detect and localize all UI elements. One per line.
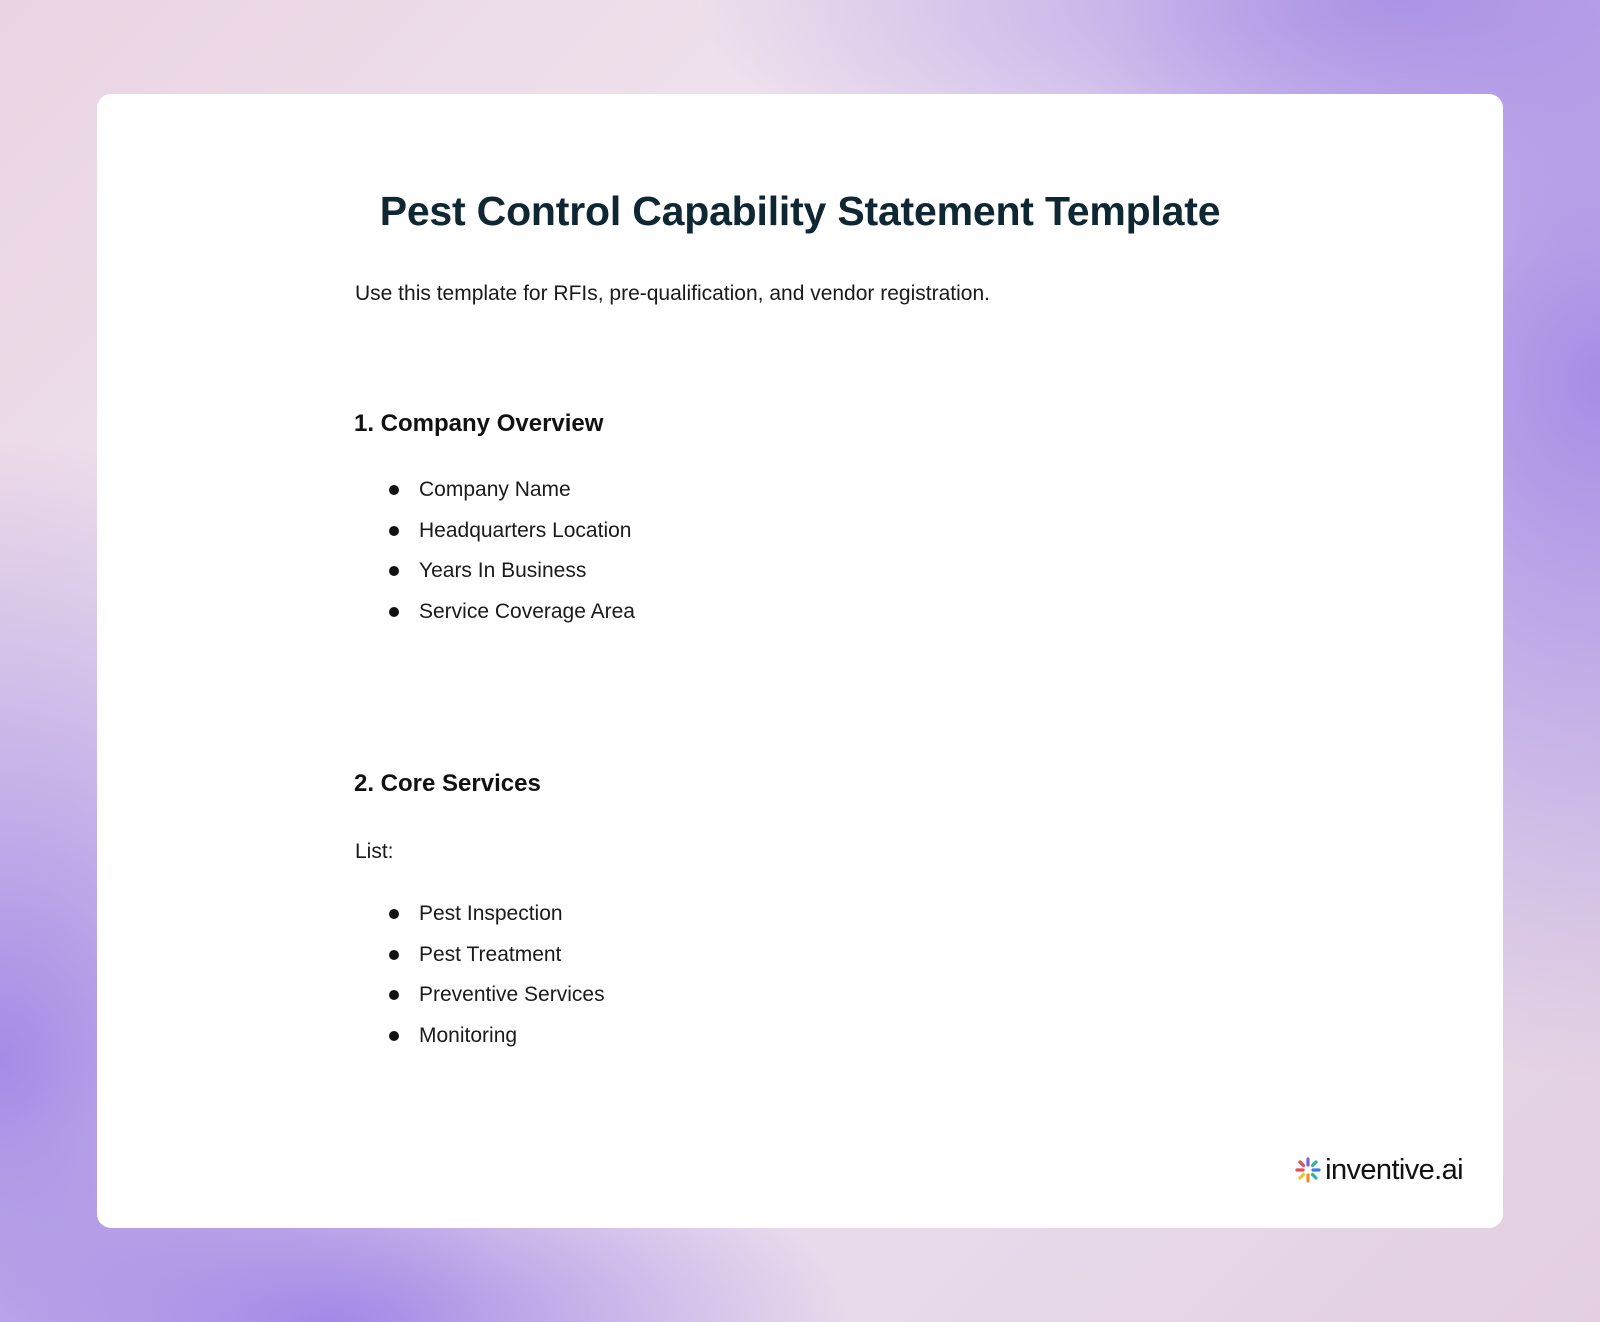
list-item-label: Monitoring: [419, 1024, 518, 1048]
brand-name: inventive.ai: [1325, 1154, 1463, 1186]
page-title: Pest Control Capability Statement Template: [379, 188, 1221, 234]
list-item: [389, 598, 635, 639]
list-item: [389, 981, 605, 1022]
company-overview-list: [389, 476, 635, 639]
bullet-icon: [389, 909, 399, 919]
bullet-icon: [389, 1031, 399, 1041]
list-lead-text: List:: [355, 840, 394, 863]
list-item-label: Pest Inspection: [419, 902, 563, 925]
list-item-label: Service Coverage Area: [419, 600, 635, 624]
list-item: [389, 476, 635, 517]
section-heading-company-overview: 1. Company Overview: [354, 410, 604, 437]
list-item: [389, 517, 635, 558]
list-item: [389, 1022, 605, 1063]
list-item-label: Preventive Services: [419, 983, 605, 1007]
list-item: [389, 941, 605, 982]
list-item-label: Pest Treatment: [419, 942, 562, 966]
brand-logo: [1295, 1154, 1463, 1186]
sparkle-logo-icon: [1295, 1157, 1321, 1183]
bullet-icon: [389, 607, 399, 617]
list-item: [389, 900, 605, 941]
bullet-icon: [389, 526, 399, 536]
intro-text: Use this template for RFIs, pre-qualification, and vendor registration.: [355, 282, 990, 305]
core-services-list: [389, 900, 605, 1063]
bullet-icon: [389, 485, 399, 495]
section-heading-core-services: 2. Core Services: [354, 770, 541, 797]
bullet-icon: [389, 566, 399, 576]
list-item-label: Headquarters Location: [419, 518, 632, 542]
list-item: [389, 557, 635, 598]
bullet-icon: [389, 950, 399, 960]
list-item-label: Company Name: [419, 478, 571, 501]
list-item-label: Years In Business: [419, 559, 587, 583]
template-card: [97, 94, 1503, 1228]
bullet-icon: [389, 990, 399, 1000]
